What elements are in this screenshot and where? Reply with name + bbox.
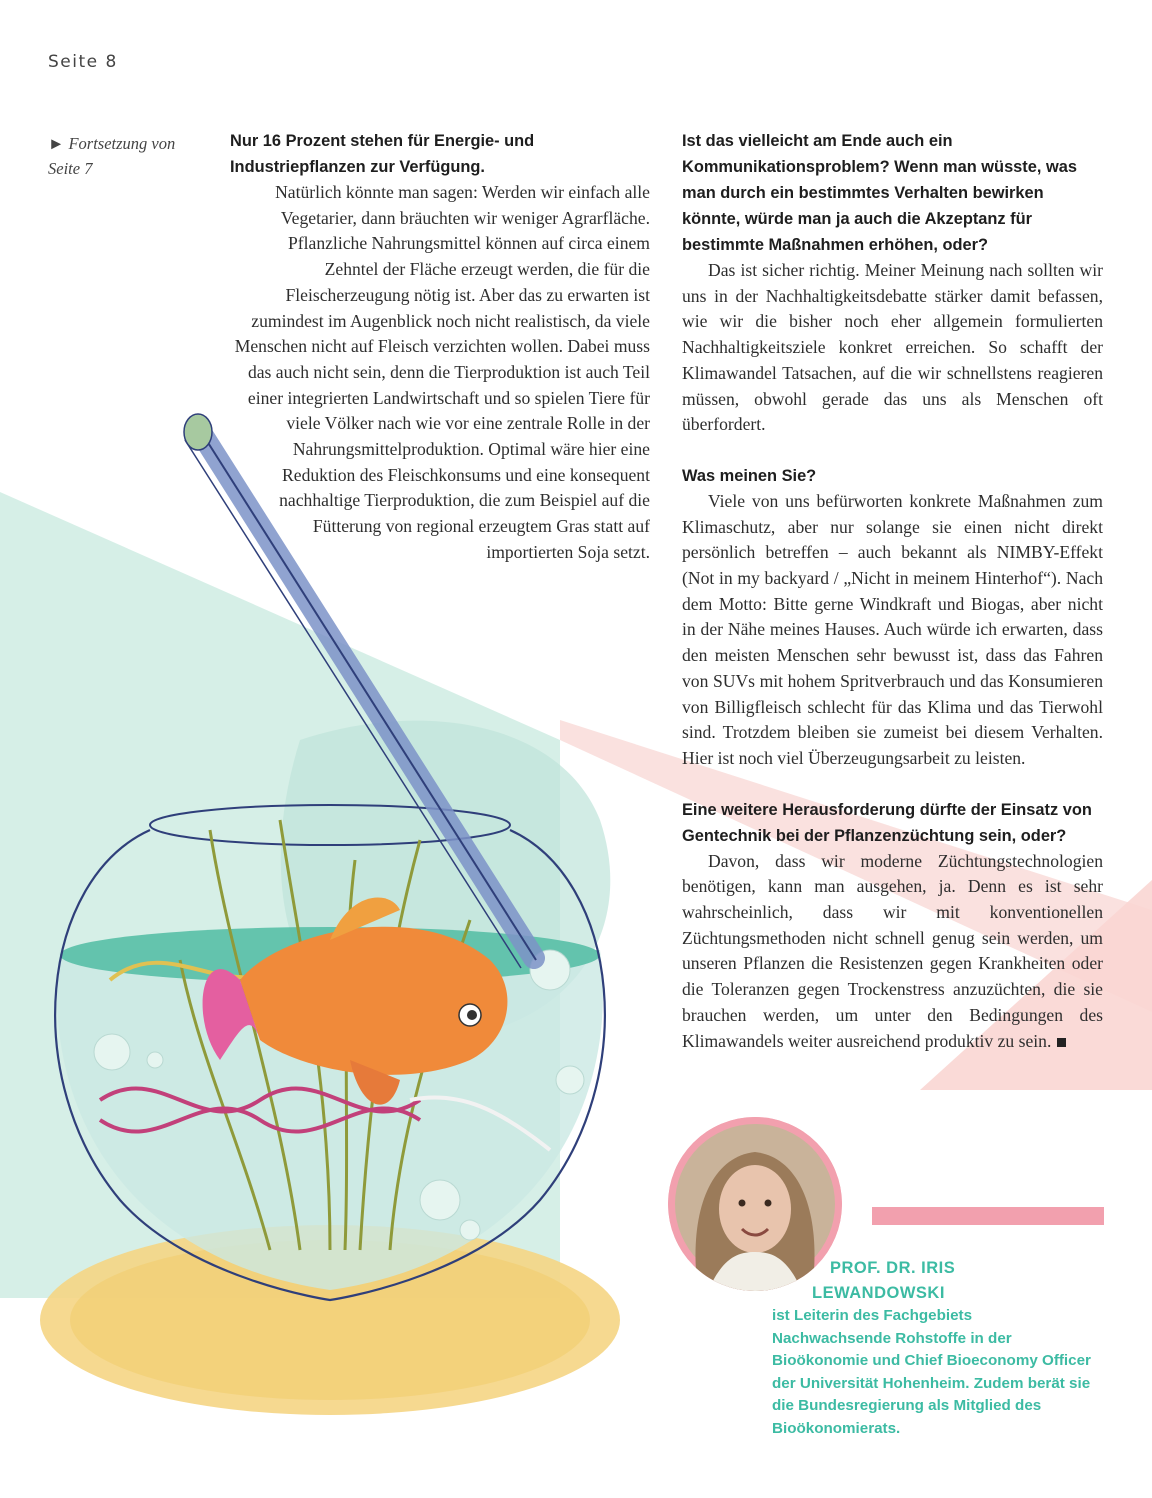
interview-question: Ist das vielleicht am Ende auch ein Kommunikationsproblem? Wenn man wüsste, was man durch ein bestimmtes Verhalten bewirken könnte, würde man ja auch die Akzeptanz für bestimmte Maßnahmen erhöhen, oder?	[682, 132, 1077, 254]
author-bio: ist Leiterin des Fachgebiets Nachwachsende Rohstoffe in der Bioökonomie und Chief Bioeconomy Officer der Universität Hohenheim. Zudem berät sie die Bundesregierung als Mitglied des Bioökonomierats.	[772, 1307, 1091, 1437]
article-column-left	[230, 128, 650, 566]
author-name-line2: LEWANDOWSKI	[812, 1284, 945, 1302]
interview-answer: Viele von uns befürworten konkrete Maßnahmen zum Klimaschutz, aber nur solange sie einen nicht direkt persönlich betreffen – auch bekannt als NIMBY-Effekt (Not in my backyard / „Nicht in meinem Hinterhof“). Nach dem Motto: Bitte gerne Windkraft und Biogas, aber nicht in der Nähe meines Hauses. Auch würde ich erwarten, dass den meisten Menschen sehr bewusst ist, dass das Fahren von SUVs mit hohem Spritverbrauch und das Konsumieren von Billigfleisch schlecht für das Klima und das Tierwohl sind. Trotzdem bleiben sie zumeist bei diesem Verhalten. Hier ist noch viel Überzeugungsarbeit zu leisten.	[682, 490, 1103, 768]
article-column-right	[682, 128, 1103, 1054]
bio-accent-bar	[872, 1207, 1104, 1225]
author-name-line1: PROF. DR. IRIS	[830, 1259, 956, 1277]
interview-answer-text: Davon, dass wir moderne Züchtungstechnologien benötigen, kann man ausgehen, ja. Denn es ist sehr wahrscheinlich, dass wir mit konventionellen Züchtungsmethoden nicht schnell genug sein werden, um unseren Pflanzen die Resistenzen gegen Krankheiten oder die Toleranzen gegen Trockenstress anzuzüchten, die sie brauchen werden, um unter den Bedingungen des Klimawandels weiter ausreichend produktiv zu sein.	[682, 850, 1103, 1051]
continuation-note: ► Fortsetzung von Seite 7	[48, 134, 176, 178]
column-heading: Nur 16 Prozent stehen für Energie- und Industriepflanzen zur Verfügung.	[230, 132, 535, 176]
end-mark-icon	[1057, 1038, 1066, 1047]
interview-question: Was meinen Sie?	[682, 466, 817, 485]
author-name	[780, 1256, 1020, 1306]
page-number: Seite 8	[48, 52, 118, 72]
column-paragraph: Natürlich könnte man sagen: Werden wir einfach alle Vegetarier, dann bräuchten wir weniger Agrarfläche. Pflanzliche Nahrungsmittel können auf circa einem Zehntel der Fläche erzeugt werden, die für die Fleischerzeugung nötig ist. Aber das zu erwarten ist zumindest im Augenblick noch nicht realistisch, da viele Menschen nicht auf Fleisch verzichten wollen. Dabei muss das auch nicht sein, denn die Tierproduktion ist auch Teil einer integrierten Landwirtschaft und so spielen Tiere für viele Völker nach wie vor eine zentrale Rolle in der Nahrungsmittelproduktion. Optimal wäre hier eine Reduktion des Fleischkonsums und eine konsequent nachhaltige Tierproduktion, die zum Beispiel auf die Fütterung von regional erzeugtem Gras statt auf importierten Soja setzt.	[234, 182, 650, 562]
interview-answer-final	[682, 849, 1103, 1055]
interview-answer: Das ist sicher richtig. Meiner Meinung nach sollten wir uns in der Nachhaltigkeitsdebatte stärker damit befassen, wie wir die bisher noch eher allgemein formulierten Nachhaltigkeitsziele konkret erreichen. So schafft der Klimawandel Tatsachen, auf die wir schnellstens reagieren müssen, obwohl gerade das uns als Menschen oft überfordert.	[682, 260, 1103, 435]
interview-question: Eine weitere Herausforderung dürfte der Einsatz von Gentechnik bei der Pflanzenzüchtung sein, oder?	[682, 800, 1092, 845]
